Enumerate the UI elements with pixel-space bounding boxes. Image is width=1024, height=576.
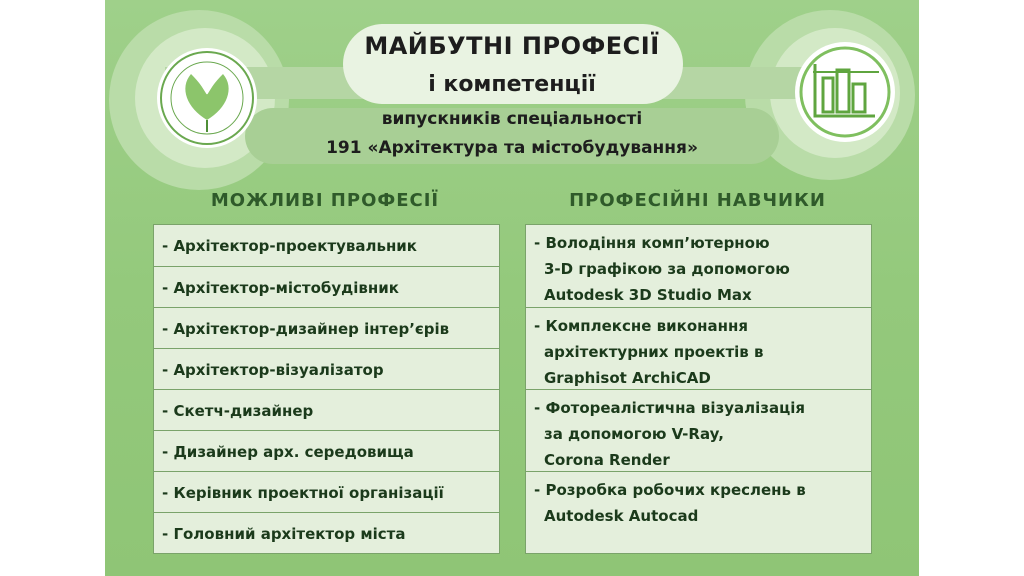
list-item: - Комплексне виконання архітектурних проектів в Graphisot ArchiCAD [526,307,871,390]
list-item: - Фотореалістична візуалізація за допомогою V-Ray, Corona Render [526,389,871,472]
list-item: - Архітектор-візуалізатор [154,348,499,390]
slide [105,0,919,576]
architecture-logo [795,42,895,142]
list-item: - Розробка робочих креслень в Autodesk Autocad [526,471,871,554]
list-item: - Скетч-дизайнер [154,389,499,431]
professions-list [153,224,500,554]
right-column-heading: ПРОФЕСІЙНІ НАВЧИКИ [569,190,826,211]
list-item: - Архітектор-містобудівник [154,266,499,308]
ginkgo-leaf-icon [157,48,257,148]
university-logo [157,48,257,148]
list-item: - Архітектор-дизайнер інтер’єрів [154,307,499,349]
page-title: МАЙБУТНІ ПРОФЕСІЇ [364,32,660,60]
list-item: - Дизайнер арх. середовища [154,430,499,472]
left-column-heading: МОЖЛИВІ ПРОФЕСІЇ [210,190,440,211]
list-item: - Архітектор-проектувальник [162,237,417,255]
list-item: - Головний архітектор міста [154,512,499,554]
list-item: - Керівник проектної організації [154,471,499,513]
list-item: - Володіння комп’ютерною 3-D графікою за допомогою Autodesk 3D Studio Max [534,234,790,304]
building-icon [795,42,895,142]
page-subtitle: і компетенції [428,72,596,97]
title-specialty-name: 191 «Архітектура та містобудування» [326,138,698,158]
title-specialty-caption: випускників спеціальності [381,109,643,129]
skills-list [525,224,872,554]
